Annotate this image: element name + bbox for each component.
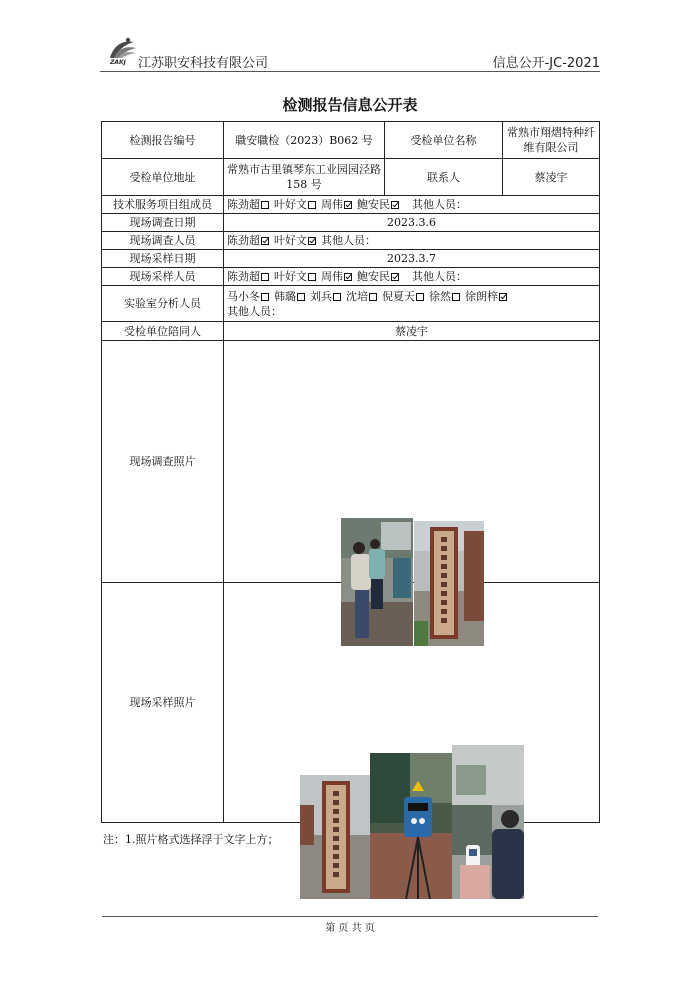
survey-photo-label: 现场调查照片 [102,341,224,583]
unchecked-box-icon[interactable] [416,293,424,301]
person-name: 陈劲超 [227,198,260,211]
person-name: 叶好文 [274,198,307,211]
page-number: 第 页 共 页 [325,923,375,934]
unchecked-box-icon[interactable] [452,293,460,301]
sampling-date-label: 现场采样日期 [102,250,224,268]
company-name: 江苏职安科技有限公司 [138,56,269,71]
person-name: 叶好文 [274,270,307,283]
surveyors-other: 其他人员： [321,234,376,247]
info-table [101,121,600,823]
unchecked-box-icon[interactable] [308,201,316,209]
person-name: 沈培 [346,289,368,303]
checked-box-icon[interactable] [344,201,352,209]
checked-box-icon[interactable] [391,273,399,281]
person-name: 周伟 [321,270,343,283]
team-label: 技术服务项目组成员 [102,196,224,214]
page-title: 检测报告信息公开表 [282,96,418,114]
person-name: 韩璐 [274,289,296,303]
header-rule [100,71,600,72]
person-name: 徐朗梓 [465,289,498,303]
samplers-other: 其他人员： [412,270,467,283]
lab-label: 实验室分析人员 [102,286,224,322]
contact-label: 联系人 [385,159,503,196]
report-no-label: 检测报告编号 [102,122,224,159]
unit-name-label: 受检单位名称 [385,122,503,159]
survey-date-value: 2023.3.6 [224,214,600,232]
escort-label: 受检单位陪同人 [102,322,224,341]
table-row [102,286,600,322]
table-row [102,196,600,214]
checked-box-icon[interactable] [344,273,352,281]
address-label: 受检单位地址 [102,159,224,196]
checked-box-icon[interactable] [261,237,269,245]
document-code: 信息公开-JC-2021 [492,56,600,71]
person-name: 鲍安民 [357,270,390,283]
unchecked-box-icon[interactable] [297,293,305,301]
person-name: 鲍安民 [357,198,390,211]
survey-date-label: 现场调查日期 [102,214,224,232]
person-name: 陈劲超 [227,234,260,247]
survey-photo-company-sign [414,521,484,646]
samplers-value [224,268,600,286]
surveyors-label: 现场调查人员 [102,232,224,250]
table-row [102,214,600,232]
escort-value: 蔡凌宇 [224,322,600,341]
footnote: 注：1.照片格式选择浮于文字上方； [103,833,279,846]
survey-photo-workers [341,518,413,646]
checked-box-icon[interactable] [308,237,316,245]
unit-name-value: 常熟市翔熠特种纤维有限公司 [503,122,600,159]
page-header [100,36,600,72]
samplers-label: 现场采样人员 [102,268,224,286]
person-name: 刘兵 [310,289,332,303]
table-row [102,159,600,196]
contact-value: 蔡凌宇 [503,159,600,196]
person-name: 马小冬 [227,289,260,303]
unchecked-box-icon[interactable] [261,201,269,209]
table-row [102,232,600,250]
footer-rule [102,916,598,917]
sampling-photo-company-sign [300,775,370,899]
report-no-value: 職安職检（2023）B062 号 [224,122,385,159]
table-row [102,250,600,268]
unchecked-box-icon[interactable] [333,293,341,301]
lab-other: 其他人员： [227,304,282,318]
sampling-date-value: 2023.3.7 [224,250,600,268]
logo-wordmark: ZAKJ [110,59,126,66]
sampling-photo-instrument [370,753,452,899]
unchecked-box-icon[interactable] [261,273,269,281]
team-other: 其他人员： [412,198,467,211]
table-row [102,122,600,159]
sampling-photo-label: 现场采样照片 [102,583,224,823]
team-value [224,196,600,214]
surveyors-value [224,232,600,250]
person-name: 倪夏天 [382,289,415,303]
sampling-photo-worker-meter [452,745,524,899]
table-row [102,268,600,286]
person-name: 陈劲超 [227,270,260,283]
checked-box-icon[interactable] [391,201,399,209]
checked-box-icon[interactable] [499,293,507,301]
person-name: 徐然 [429,289,451,303]
unchecked-box-icon[interactable] [369,293,377,301]
person-name: 周伟 [321,198,343,211]
unchecked-box-icon[interactable] [308,273,316,281]
unchecked-box-icon[interactable] [261,293,269,301]
survey-photo-cell [224,341,600,583]
lab-value [224,286,600,322]
person-name: 叶好文 [274,234,307,247]
address-value: 常熟市古里镇琴东工业园园泾路 158 号 [224,159,385,196]
table-row [102,322,600,341]
table-row [102,341,600,583]
